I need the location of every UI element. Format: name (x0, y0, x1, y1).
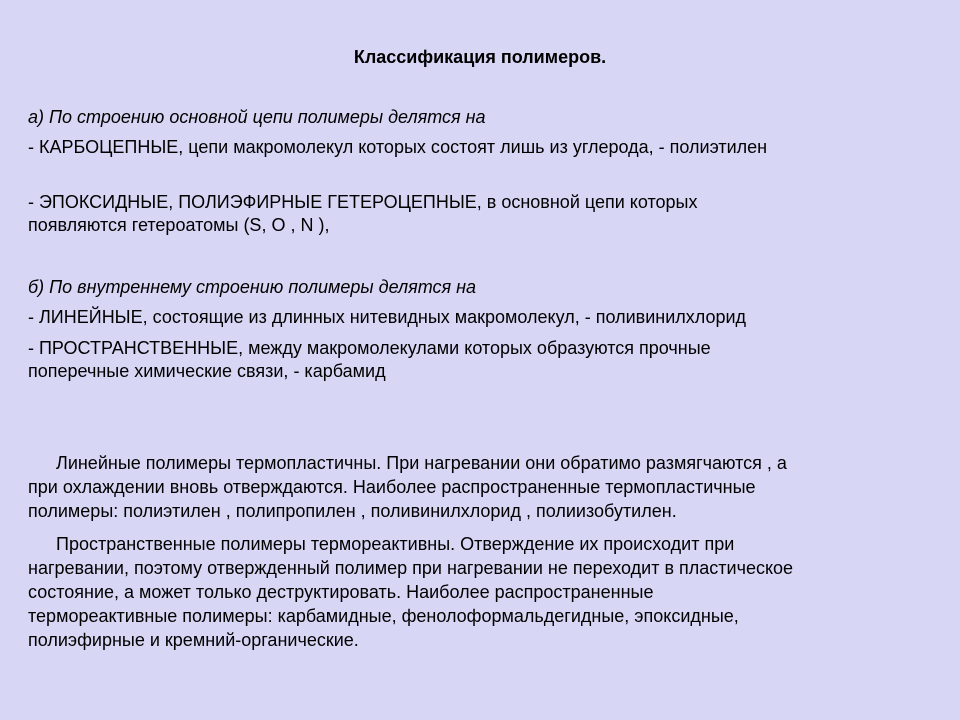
section-b-item-spatial-cont: поперечные химические связи, - карбамид (28, 361, 386, 381)
spatial-paragraph-line-4: термореактивные полимеры: карбамидные, фенолоформальдегидные, эпоксидные, (28, 606, 739, 626)
spatial-paragraph-line-1: Пространственные полимеры термореактивны. Отверждение их происходит при (56, 534, 735, 554)
slide-title: Классификация полимеров. (353, 47, 607, 67)
linear-paragraph-line-1: Линейные полимеры термопластичны. При нагревании они обратимо размягчаются , а (56, 453, 787, 473)
section-a-item-heterochain-cont: появляются гетероатомы (S, O , N ), (28, 215, 330, 235)
linear-paragraph-line-3: полимеры: полиэтилен , полипропилен , поливинилхлорид , полиизобутилен. (28, 501, 677, 521)
section-b-heading: б) По внутреннему строению полимеры делятся на (28, 277, 477, 297)
section-b-item-linear: - ЛИНЕЙНЫЕ, состоящие из длинных нитевидных макромолекул, - поливинилхлорид (28, 307, 747, 327)
spatial-paragraph-line-2: нагревании, поэтому отвержденный полимер при нагревании не переходит в пластическое (28, 558, 794, 578)
section-a-item-heterochain: - ЭПОКСИДНЫЕ, ПОЛИЭФИРНЫЕ ГЕТЕРОЦЕПНЫЕ, в основной цепи которых (28, 192, 698, 212)
section-a-item-carbochain: - КАРБОЦЕПНЫЕ, цепи макромолекул которых состоят лишь из углерода, - полиэтилен (28, 137, 768, 157)
linear-paragraph-line-2: при охлаждении вновь отверждаются. Наиболее распространенные термопластичные (28, 477, 756, 497)
spatial-paragraph-line-3: состояние, а может только деструктировать. Наиболее распространенные (28, 582, 654, 602)
section-a-heading: а) По строению основной цепи полимеры делятся на (28, 107, 486, 127)
section-b-item-spatial: - ПРОСТРАНСТВЕННЫЕ, между макромолекулами которых образуются прочные (28, 338, 711, 358)
spatial-paragraph-line-5: полиэфирные и кремний-органические. (28, 630, 359, 650)
